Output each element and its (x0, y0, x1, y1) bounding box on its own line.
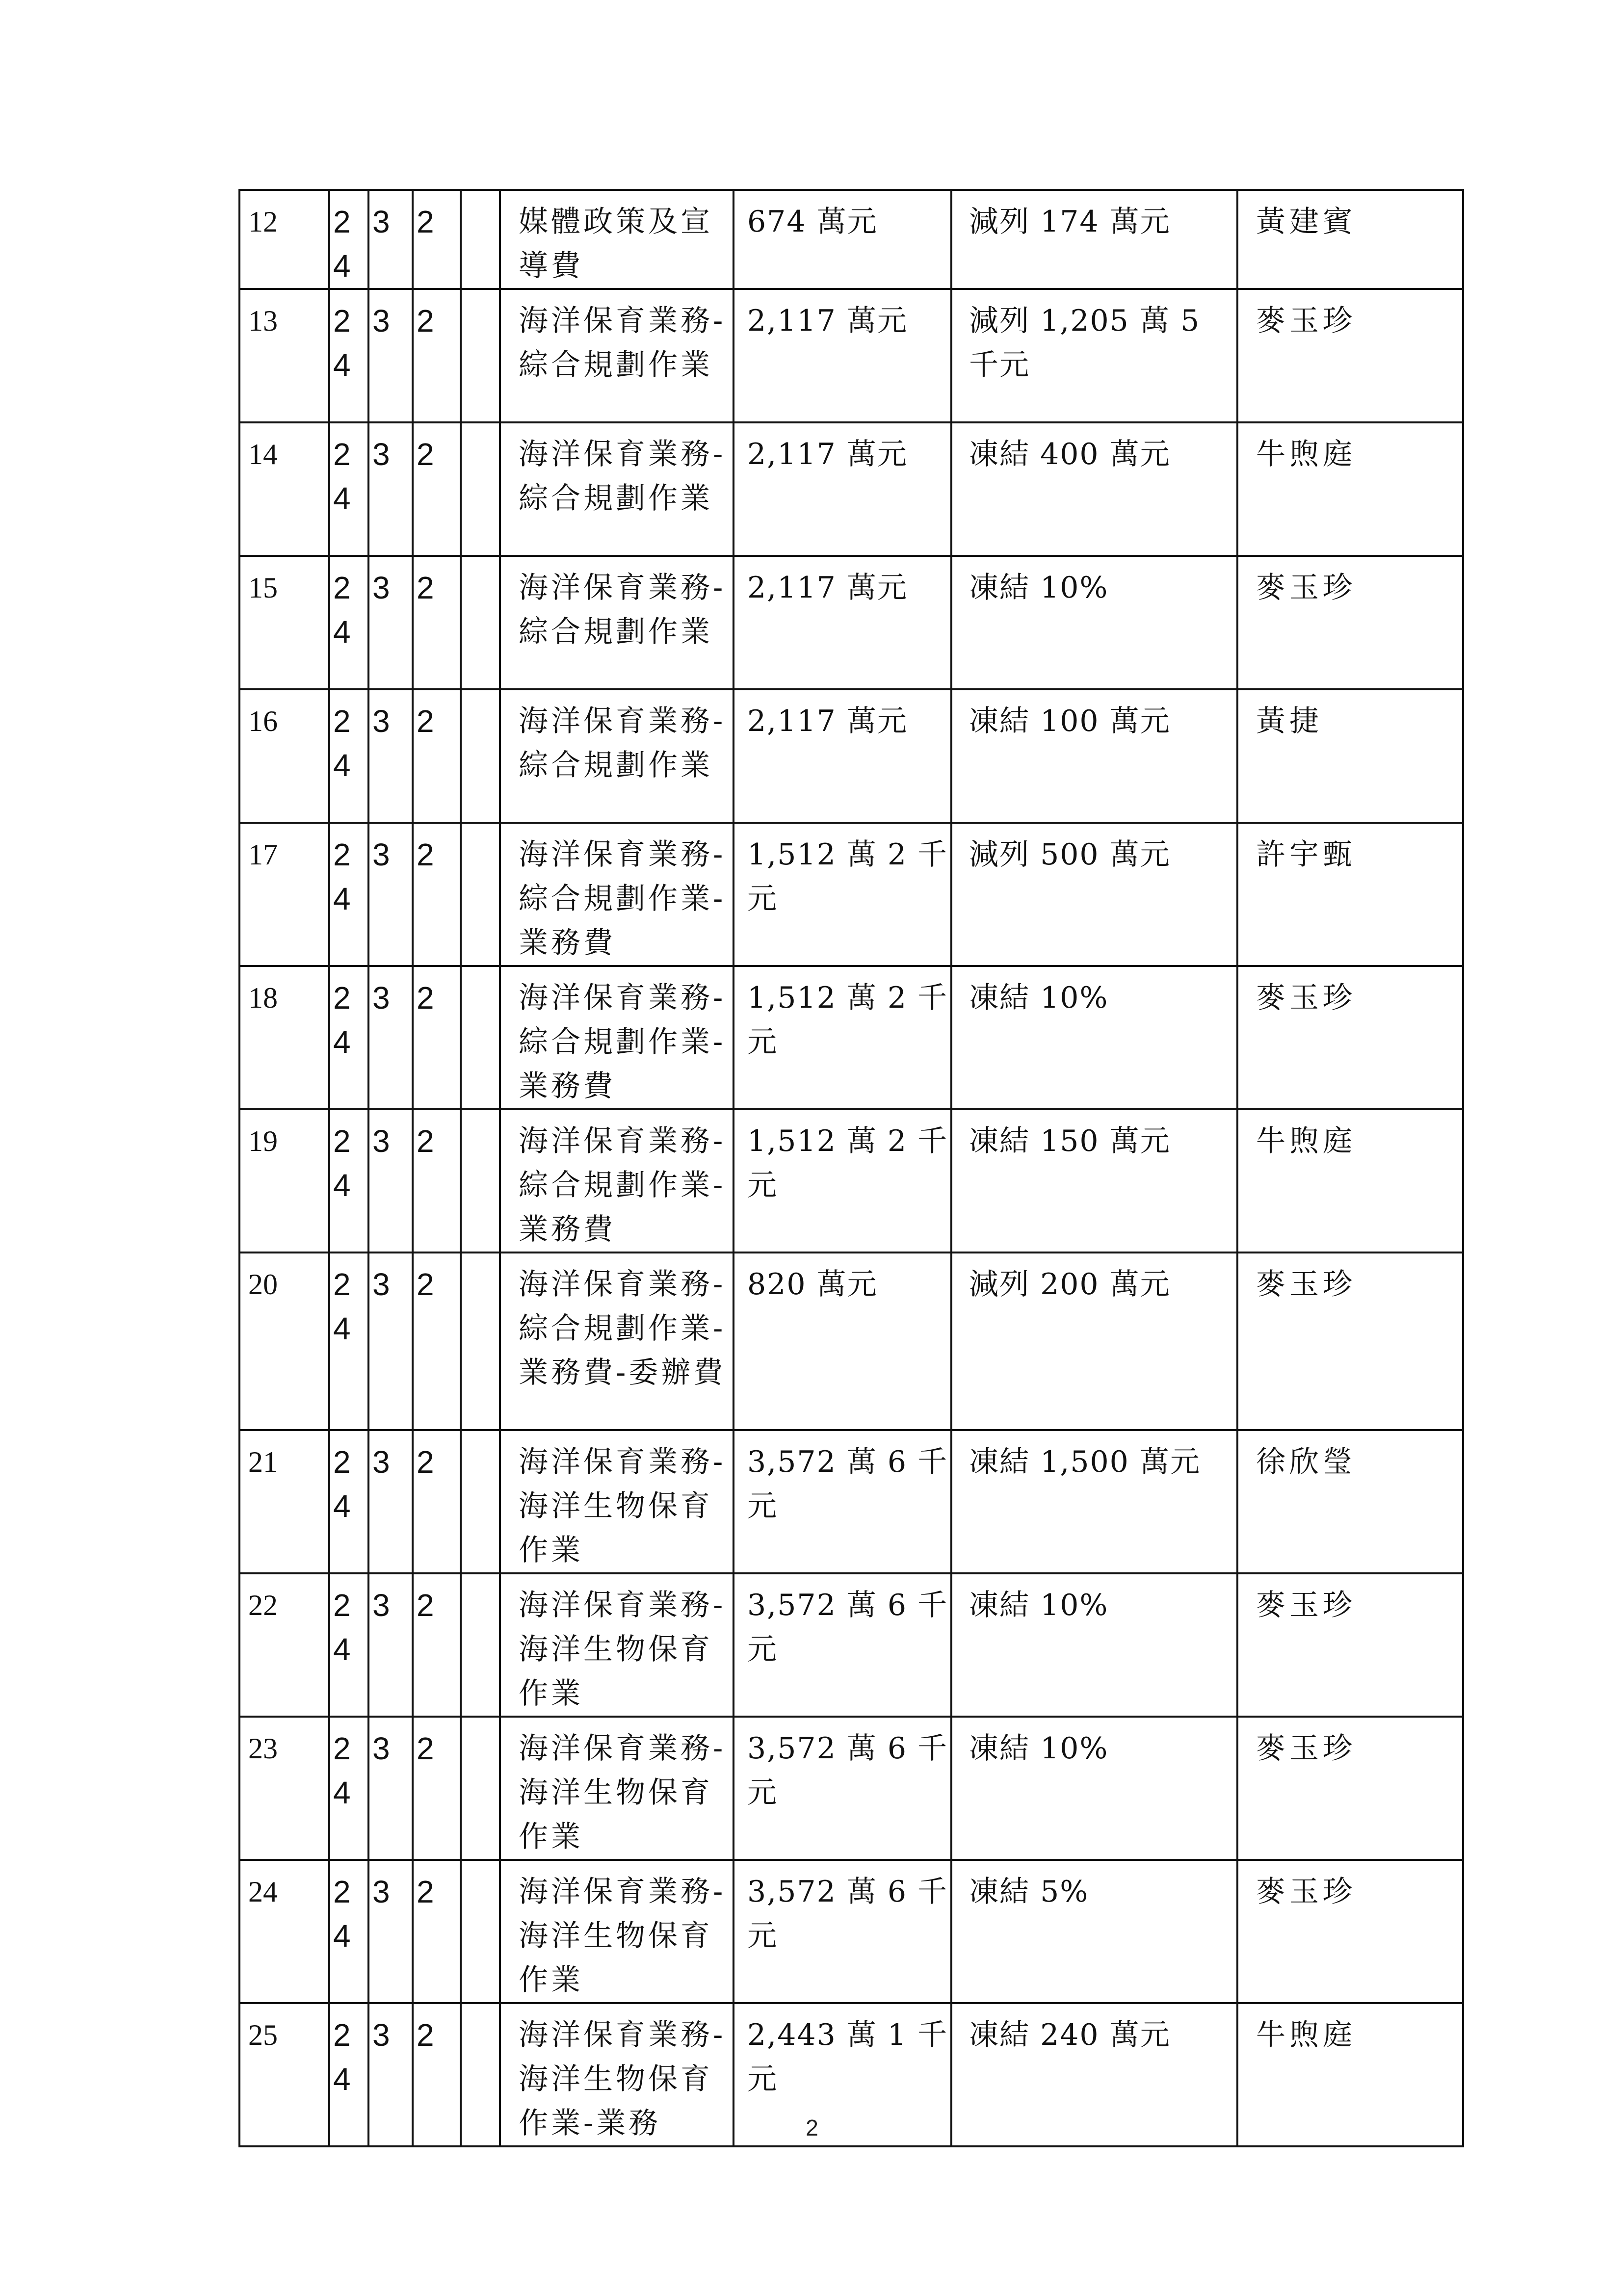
code-cell-1: 24 (329, 2003, 368, 2146)
proposer-cell: 牛煦庭 (1237, 2003, 1463, 2146)
amount-cell: 3,572 萬 6 千元 (733, 1430, 951, 1573)
action-cell: 減列 174 萬元 (951, 190, 1237, 289)
code-cell-1: 24 (329, 190, 368, 289)
page-number: 2 (806, 2115, 818, 2140)
code-cell-2: 3 (368, 1573, 413, 1717)
code-cell-2: 3 (368, 689, 413, 823)
code-cell-3: 2 (413, 190, 461, 289)
code-cell-2: 3 (368, 289, 413, 422)
proposer-cell: 許宇甄 (1237, 823, 1463, 966)
row-number-cell: 18 (239, 966, 329, 1109)
code-cell-2: 3 (368, 422, 413, 556)
proposer-cell: 麥玉珍 (1237, 1252, 1463, 1430)
action-cell: 凍結 1,500 萬元 (951, 1430, 1237, 1573)
code-cell-2: 3 (368, 2003, 413, 2146)
amount-cell: 2,117 萬元 (733, 422, 951, 556)
action-cell: 減列 200 萬元 (951, 1252, 1237, 1430)
amount-cell: 2,117 萬元 (733, 289, 951, 422)
amount-cell: 1,512 萬 2 千元 (733, 966, 951, 1109)
code-cell-1: 24 (329, 1430, 368, 1573)
table-row (239, 190, 1463, 289)
code-cell-2: 3 (368, 1109, 413, 1252)
proposer-cell: 牛煦庭 (1237, 422, 1463, 556)
amount-cell: 2,443 萬 1 千元 (733, 2003, 951, 2146)
table-row (239, 1109, 1463, 1252)
table-row (239, 1430, 1463, 1573)
code-cell-4 (461, 190, 500, 289)
table-row (239, 1573, 1463, 1717)
row-number-cell: 15 (239, 556, 329, 689)
code-cell-1: 24 (329, 1252, 368, 1430)
row-number-cell: 12 (239, 190, 329, 289)
code-cell-1: 24 (329, 823, 368, 966)
table-row (239, 556, 1463, 689)
table-row (239, 1860, 1463, 2003)
code-cell-3: 2 (413, 422, 461, 556)
code-cell-1: 24 (329, 1860, 368, 2003)
budget-proposal-table (238, 189, 1464, 2147)
code-cell-3: 2 (413, 1109, 461, 1252)
table-row (239, 823, 1463, 966)
row-number-cell: 16 (239, 689, 329, 823)
table-row (239, 966, 1463, 1109)
code-cell-2: 3 (368, 966, 413, 1109)
code-cell-3: 2 (413, 966, 461, 1109)
code-cell-4 (461, 1430, 500, 1573)
proposer-cell: 徐欣瑩 (1237, 1430, 1463, 1573)
code-cell-1: 24 (329, 689, 368, 823)
code-cell-3: 2 (413, 1717, 461, 1860)
code-cell-1: 24 (329, 556, 368, 689)
code-cell-1: 24 (329, 1109, 368, 1252)
code-cell-3: 2 (413, 2003, 461, 2146)
row-number-cell: 19 (239, 1109, 329, 1252)
amount-cell: 1,512 萬 2 千元 (733, 1109, 951, 1252)
budget-item-cell: 海洋保育業務-綜合規劃作業 (500, 289, 733, 422)
action-cell: 減列 500 萬元 (951, 823, 1237, 966)
action-cell: 凍結 10% (951, 1573, 1237, 1717)
code-cell-2: 3 (368, 556, 413, 689)
table-row (239, 289, 1463, 422)
proposer-cell: 黃捷 (1237, 689, 1463, 823)
budget-item-cell: 海洋保育業務-海洋生物保育作業 (500, 1430, 733, 1573)
budget-item-cell: 海洋保育業務-海洋生物保育作業-業務 (500, 2003, 733, 2146)
code-cell-4 (461, 966, 500, 1109)
code-cell-2: 3 (368, 1430, 413, 1573)
budget-item-cell: 海洋保育業務-綜合規劃作業 (500, 422, 733, 556)
proposer-cell: 麥玉珍 (1237, 1860, 1463, 2003)
amount-cell: 820 萬元 (733, 1252, 951, 1430)
code-cell-2: 3 (368, 1717, 413, 1860)
budget-item-cell: 海洋保育業務-綜合規劃作業-業務費 (500, 1109, 733, 1252)
amount-cell: 1,512 萬 2 千元 (733, 823, 951, 966)
amount-cell: 3,572 萬 6 千元 (733, 1717, 951, 1860)
code-cell-4 (461, 1573, 500, 1717)
action-cell: 凍結 5% (951, 1860, 1237, 2003)
code-cell-4 (461, 823, 500, 966)
action-cell: 凍結 240 萬元 (951, 2003, 1237, 2146)
code-cell-3: 2 (413, 1252, 461, 1430)
row-number-cell: 20 (239, 1252, 329, 1430)
proposer-cell: 麥玉珍 (1237, 1717, 1463, 1860)
row-number-cell: 21 (239, 1430, 329, 1573)
code-cell-2: 3 (368, 823, 413, 966)
proposer-cell: 黃建賓 (1237, 190, 1463, 289)
code-cell-3: 2 (413, 289, 461, 422)
code-cell-4 (461, 289, 500, 422)
code-cell-1: 24 (329, 966, 368, 1109)
code-cell-4 (461, 1252, 500, 1430)
code-cell-1: 24 (329, 422, 368, 556)
code-cell-3: 2 (413, 823, 461, 966)
code-cell-1: 24 (329, 1573, 368, 1717)
code-cell-2: 3 (368, 1252, 413, 1430)
amount-cell: 2,117 萬元 (733, 689, 951, 823)
amount-cell: 674 萬元 (733, 190, 951, 289)
row-number-cell: 14 (239, 422, 329, 556)
table-row (239, 422, 1463, 556)
proposer-cell: 牛煦庭 (1237, 1109, 1463, 1252)
code-cell-1: 24 (329, 1717, 368, 1860)
row-number-cell: 13 (239, 289, 329, 422)
code-cell-2: 3 (368, 190, 413, 289)
table-row (239, 689, 1463, 823)
row-number-cell: 24 (239, 1860, 329, 2003)
row-number-cell: 25 (239, 2003, 329, 2146)
amount-cell: 3,572 萬 6 千元 (733, 1573, 951, 1717)
action-cell: 凍結 10% (951, 966, 1237, 1109)
code-cell-4 (461, 1109, 500, 1252)
code-cell-4 (461, 1860, 500, 2003)
action-cell: 凍結 150 萬元 (951, 1109, 1237, 1252)
action-cell: 凍結 400 萬元 (951, 422, 1237, 556)
code-cell-3: 2 (413, 1860, 461, 2003)
budget-item-cell: 海洋保育業務-綜合規劃作業-業務費-委辦費 (500, 1252, 733, 1430)
code-cell-3: 2 (413, 689, 461, 823)
code-cell-4 (461, 689, 500, 823)
budget-item-cell: 海洋保育業務-綜合規劃作業-業務費 (500, 823, 733, 966)
code-cell-3: 2 (413, 1573, 461, 1717)
code-cell-4 (461, 556, 500, 689)
budget-item-cell: 海洋保育業務-海洋生物保育作業 (500, 1573, 733, 1717)
table-body (239, 190, 1463, 2146)
code-cell-4 (461, 1717, 500, 1860)
code-cell-3: 2 (413, 556, 461, 689)
table-row (239, 1252, 1463, 1430)
row-number-cell: 23 (239, 1717, 329, 1860)
amount-cell: 2,117 萬元 (733, 556, 951, 689)
budget-item-cell: 海洋保育業務-海洋生物保育作業 (500, 1717, 733, 1860)
code-cell-1: 24 (329, 289, 368, 422)
code-cell-4 (461, 422, 500, 556)
row-number-cell: 22 (239, 1573, 329, 1717)
action-cell: 凍結 10% (951, 1717, 1237, 1860)
budget-item-cell: 海洋保育業務-綜合規劃作業-業務費 (500, 966, 733, 1109)
row-number-cell: 17 (239, 823, 329, 966)
action-cell: 減列 1,205 萬 5 千元 (951, 289, 1237, 422)
proposer-cell: 麥玉珍 (1237, 556, 1463, 689)
action-cell: 凍結 10% (951, 556, 1237, 689)
table-row (239, 1717, 1463, 1860)
budget-item-cell: 海洋保育業務-綜合規劃作業 (500, 556, 733, 689)
code-cell-2: 3 (368, 1860, 413, 2003)
proposer-cell: 麥玉珍 (1237, 289, 1463, 422)
budget-item-cell: 海洋保育業務-綜合規劃作業 (500, 689, 733, 823)
action-cell: 凍結 100 萬元 (951, 689, 1237, 823)
budget-item-cell: 媒體政策及宣導費 (500, 190, 733, 289)
budget-item-cell: 海洋保育業務-海洋生物保育作業 (500, 1860, 733, 2003)
amount-cell: 3,572 萬 6 千元 (733, 1860, 951, 2003)
proposer-cell: 麥玉珍 (1237, 1573, 1463, 1717)
proposer-cell: 麥玉珍 (1237, 966, 1463, 1109)
code-cell-3: 2 (413, 1430, 461, 1573)
